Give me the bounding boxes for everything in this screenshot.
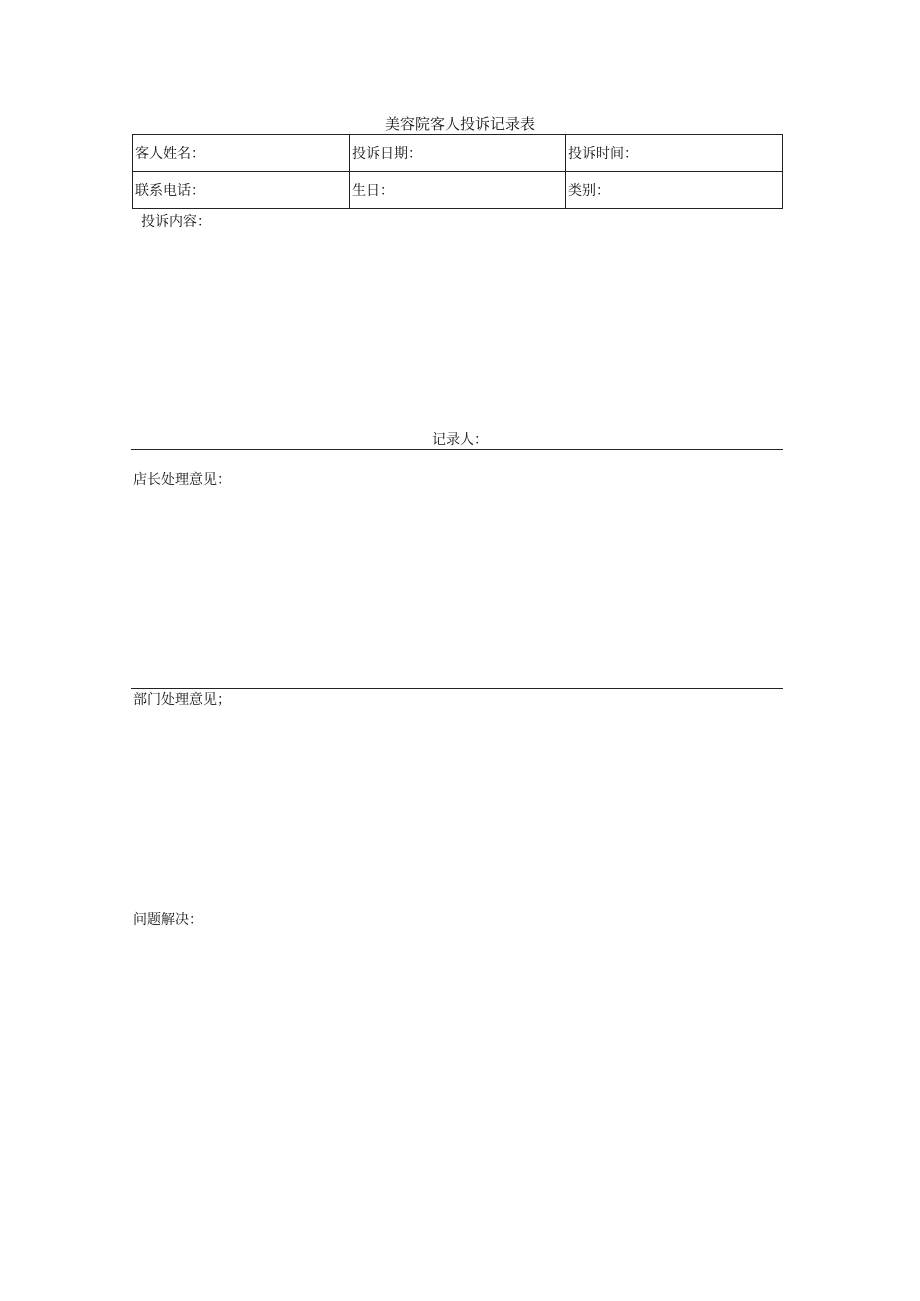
customer-name-cell[interactable]: 客人姓名： [133,135,350,172]
birthday-cell[interactable]: 生日： [350,172,566,209]
recorder-label: 记录人： [432,432,488,448]
section-divider [131,449,783,450]
complaint-date-cell[interactable]: 投诉日期： [350,135,566,172]
customer-info-table [132,134,783,209]
form-title: 美容院客人投诉记录表 [384,115,535,133]
section-divider [131,688,783,689]
complaint-content-label: 投诉内容： [141,214,211,230]
table-row [133,135,783,172]
category-cell[interactable]: 类别： [566,172,783,209]
manager-opinion-label: 店长处理意见： [133,472,231,488]
resolution-label: 问题解决： [133,912,203,928]
department-opinion-label: 部门处理意见； [133,692,231,708]
phone-cell[interactable]: 联系电话： [133,172,350,209]
complaint-time-cell[interactable]: 投诉时间： [566,135,783,172]
table-row [133,172,783,209]
